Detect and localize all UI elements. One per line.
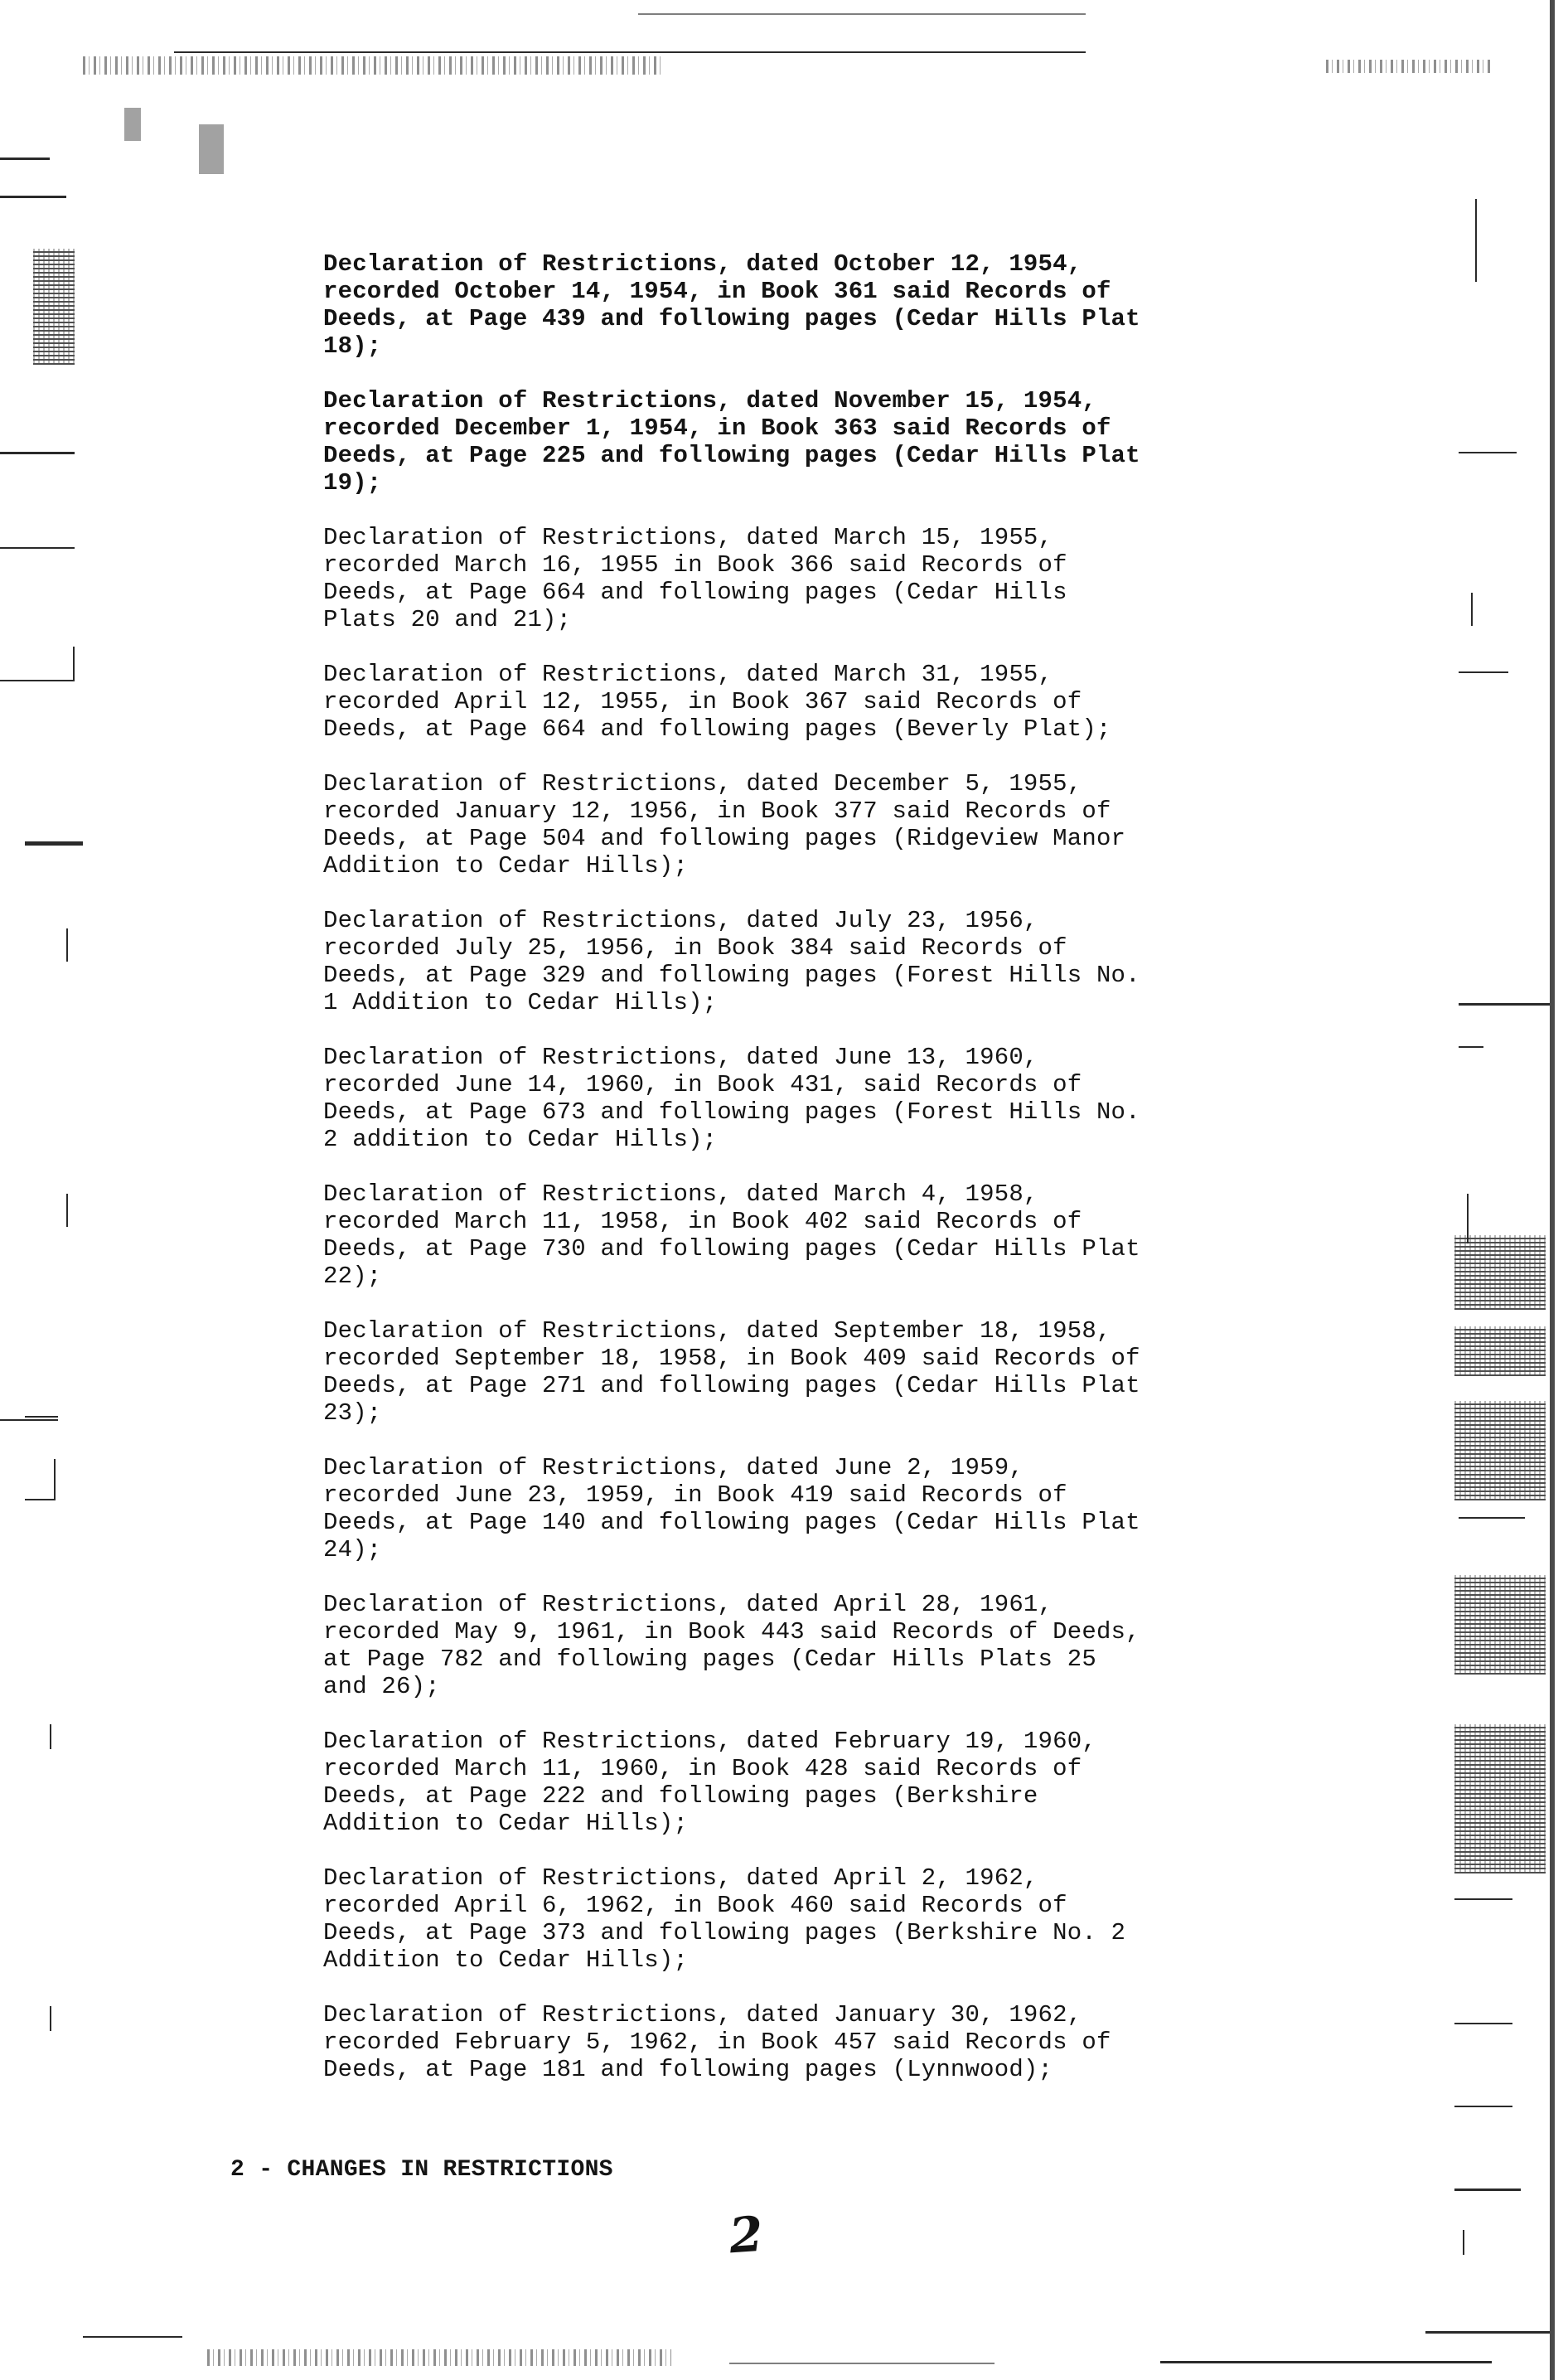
scan-top-rule-2: [638, 13, 1086, 15]
scan-noise-bottom: [207, 2349, 671, 2366]
margin-mark: [66, 928, 68, 962]
restriction-entry: Declaration of Restrictions, dated December 5, 1955, recorded January 12, 1956, in Book 377 said Records of Deeds, at Page 504 and following pages (Ridgeview Manor Addition to Cedar Hills);: [323, 770, 1126, 880]
margin-mark: [1454, 2106, 1512, 2107]
scan-right-edge: [1550, 0, 1555, 2380]
margin-mark: [0, 196, 66, 198]
scan-noise-top: [83, 56, 663, 75]
margin-mark: [1471, 593, 1473, 626]
margin-mark: [1454, 1898, 1512, 1900]
margin-mark: [1454, 2189, 1521, 2191]
restriction-entry: Declaration of Restrictions, dated March 4, 1958, recorded March 11, 1958, in Book 402 said Records of Deeds, at Page 730 and following pages (Cedar Hills Plat 22);: [323, 1180, 1140, 1290]
restriction-entry: Declaration of Restrictions, dated June 13, 1960, recorded June 14, 1960, in Book 431, said Records of Deeds, at Page 673 and following pages (Forest Hills No. 2 addition to Cedar Hills);: [323, 1044, 1140, 1153]
margin-noise: [1454, 1235, 1546, 1310]
margin-mark: [0, 547, 75, 549]
margin-mark: [1459, 1517, 1525, 1519]
margin-mark: [25, 841, 83, 846]
scan-speck: [124, 108, 141, 141]
margin-mark: [50, 2006, 51, 2031]
scan-speck: [199, 124, 224, 174]
margin-mark: [1459, 671, 1508, 673]
scan-noise-top-right: [1326, 60, 1492, 73]
handwritten-page-number: 2: [727, 2205, 765, 2265]
margin-mark: [66, 1194, 68, 1227]
restriction-entry: Declaration of Restrictions, dated July 23, 1956, recorded July 25, 1956, in Book 384 said Records of Deeds, at Page 329 and following pages (Forest Hills No. 1 Addition to Cedar Hills);: [323, 907, 1140, 1016]
margin-mark: [1454, 2023, 1512, 2024]
margin-mark: [50, 1724, 51, 1749]
margin-noise: [1454, 1724, 1546, 1873]
scan-bottom-rule: [729, 2363, 995, 2364]
restriction-entry: Declaration of Restrictions, dated March 31, 1955, recorded April 12, 1955, in Book 367 said Records of Deeds, at Page 664 and following pages (Beverly Plat);: [323, 661, 1111, 743]
margin-mark: [1459, 1046, 1483, 1048]
margin-mark: [1459, 452, 1517, 453]
margin-noise: [1454, 1575, 1546, 1675]
margin-mark: [0, 680, 75, 681]
margin-mark: [0, 158, 50, 160]
scan-bottom-rule: [1160, 2361, 1492, 2363]
margin-noise: [1454, 1326, 1546, 1376]
margin-mark: [73, 647, 75, 681]
margin-noise: [1454, 1401, 1546, 1500]
restriction-entry: Declaration of Restrictions, dated June 2, 1959, recorded June 23, 1959, in Book 419 said Records of Deeds, at Page 140 and following pages (Cedar Hills Plat 24);: [323, 1454, 1140, 1563]
restriction-entry: Declaration of Restrictions, dated September 18, 1958, recorded September 18, 1958, in Book 409 said Records of Deeds, at Page 271 and following pages (Cedar Hills Plat 23);: [323, 1317, 1140, 1427]
restriction-entry: Declaration of Restrictions, dated April 28, 1961, recorded May 9, 1961, in Book 443 said Records of Deeds, at Page 782 and following pages (Cedar Hills Plats 25 and 26);: [323, 1591, 1140, 1700]
restriction-entry: Declaration of Restrictions, dated October 12, 1954, recorded October 14, 1954, in Book 361 said Records of Deeds, at Page 439 and following pages (Cedar Hills Plat 18);: [323, 250, 1140, 360]
margin-mark: [1463, 2230, 1464, 2255]
restriction-entry: Declaration of Restrictions, dated November 15, 1954, recorded December 1, 1954, in Book 363 said Records of Deeds, at Page 225 and following pages (Cedar Hills Plat 19);: [323, 387, 1140, 497]
scan-top-rule: [174, 51, 1086, 53]
restriction-entry: Declaration of Restrictions, dated March 15, 1955, recorded March 16, 1955 in Book 366 said Records of Deeds, at Page 664 and following pages (Cedar Hills Plats 20 and 21);: [323, 524, 1067, 633]
restriction-entry: Declaration of Restrictions, dated January 30, 1962, recorded February 5, 1962, in Book 457 said Records of Deeds, at Page 181 and following pages (Lynnwood);: [323, 2001, 1111, 2083]
margin-mark: [1475, 199, 1477, 282]
margin-mark: [1459, 1003, 1550, 1006]
footer-section-title: 2 - CHANGES IN RESTRICTIONS: [230, 2157, 613, 2183]
scan-bottom-rule: [83, 2336, 182, 2338]
margin-mark: [0, 452, 75, 454]
margin-mark: [25, 1416, 58, 1418]
restriction-entry: Declaration of Restrictions, dated February 19, 1960, recorded March 11, 1960, in Book 428 said Records of Deeds, at Page 222 and following pages (Berkshire Addition to Cedar Hills);: [323, 1728, 1096, 1837]
scan-bottom-rule: [1425, 2331, 1550, 2334]
restrictions-list: [323, 250, 1276, 2111]
margin-mark: [54, 1459, 56, 1500]
margin-mark: [25, 1499, 55, 1500]
restriction-entry: Declaration of Restrictions, dated April 2, 1962, recorded April 6, 1962, in Book 460 said Records of Deeds, at Page 373 and following pages (Berkshire No. 2 Addition to Cedar Hills);: [323, 1864, 1126, 1974]
margin-noise: [33, 249, 75, 365]
margin-mark: [0, 1419, 58, 1421]
